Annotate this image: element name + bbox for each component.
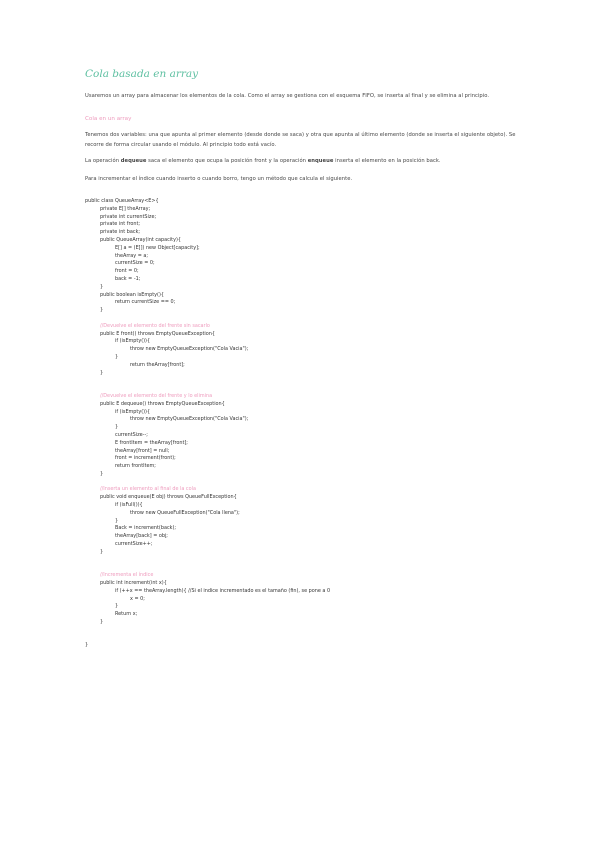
code-line: currentSize--;: [115, 431, 148, 438]
code-line: public int increment(int x){: [100, 580, 167, 587]
code-line: theArray = a;: [115, 252, 149, 259]
code-line: private int currentSize;: [100, 213, 157, 220]
operations-text-pre: La operación: [85, 158, 121, 164]
code-line: }: [115, 603, 119, 610]
code-line: [85, 377, 525, 385]
code-block: [85, 198, 525, 650]
code-line: if (isEmpty()){: [115, 408, 151, 415]
code-line: }: [100, 548, 104, 555]
page-title: Cola basada en array: [85, 68, 199, 80]
code-line: private E[] theArray;: [100, 205, 151, 212]
code-line: [85, 627, 525, 635]
code-line: private int back;: [100, 229, 141, 236]
code-line: return currentSize == 0;: [115, 299, 176, 306]
code-line: E frontItem = theArray[front];: [115, 439, 188, 446]
code-line: [85, 557, 525, 565]
operations-text-post: inserta el elemento en la posición back.: [333, 158, 441, 164]
code-line: if (isFull()){: [115, 502, 143, 509]
code-line: [85, 635, 525, 643]
code-line: }: [100, 619, 104, 626]
code-line: }: [115, 424, 119, 431]
code-line: }: [100, 283, 104, 290]
code-line: }: [100, 307, 104, 314]
code-line: throw new EmptyQueueException("Cola Vacia");: [130, 346, 249, 353]
section-subtitle: Cola en un array: [85, 116, 132, 122]
code-comment-line: //Devuelve el elemento del frente sin sacarlo: [100, 322, 210, 329]
code-line: public void enqueue(E obj) throws QueueFullException{: [100, 494, 237, 501]
code-line: }: [85, 642, 89, 649]
code-line: if (++x == theArray.length){ //Si el indice incrementado es el tamaño (fin), se pone a 0: [115, 587, 331, 594]
code-line: E[] a = (E[]) new Object[capacity];: [115, 244, 200, 251]
increment-paragraph: Para incrementar el índice cuando inserto o cuando borro, tengo un método que calcula el siguiente.: [85, 176, 353, 182]
code-comment-line: //Incrementa el índice: [100, 572, 154, 579]
code-line: Back = increment(back);: [115, 525, 177, 532]
code-line: front = 0;: [115, 268, 139, 275]
code-line: theArray[back] = obj;: [115, 533, 168, 540]
code-line: return frontItem;: [115, 463, 156, 470]
code-line: }: [100, 369, 104, 376]
code-line: [85, 479, 525, 487]
variables-paragraph: Tenemos dos variables: una que apunta al primer elemento (desde donde se saca) y otra que apunta al último elemento (donde se inserta el siguiente objeto). Se recorre de forma circular usando el módulo. Al principio todo está vacío.: [85, 132, 516, 148]
code-line: }: [100, 470, 104, 477]
code-line: throw new QueueFullException("Cola llena");: [130, 509, 240, 516]
enqueue-keyword: enqueue: [307, 158, 334, 164]
code-line: [85, 385, 525, 393]
operations-paragraph: [85, 157, 521, 167]
code-line: private int front;: [100, 221, 141, 228]
operations-text-mid: saca el elemento que ocupa la posición front y la operación: [146, 158, 308, 164]
code-line: front = increment(front);: [115, 455, 176, 462]
code-line: Return x;: [115, 611, 138, 618]
intro-paragraph: Usaremos un array para almacenar los elementos de la cola. Como el array se gestiona con el esquema FIFO, se inserta al final y se elimina al principio.: [85, 93, 490, 99]
code-line: public E front() throws EmptyQueueException{: [100, 330, 215, 337]
code-comment-line: //Inserta un elemento al final de la cola: [100, 486, 196, 493]
code-line: theArray[front] = null;: [115, 447, 170, 454]
code-line: public E dequeue() throws EmptyQueueException{: [100, 400, 225, 407]
code-line: }: [115, 353, 119, 360]
code-line: public class QueueArray<E>{: [85, 198, 159, 204]
code-line: return theArray[front];: [130, 361, 185, 368]
code-line: throw new EmptyQueueException("Cola Vacia");: [130, 416, 249, 423]
code-line: currentSize++;: [115, 541, 153, 548]
code-line: [85, 315, 525, 323]
code-line: currentSize = 0;: [115, 260, 155, 267]
code-line: x = 0;: [130, 595, 145, 602]
code-line: back = -1;: [115, 275, 141, 282]
code-line: }: [115, 517, 119, 524]
dequeue-keyword: dequeue: [120, 158, 147, 164]
code-line: if (isEmpty()){: [115, 338, 151, 345]
code-line: public boolean isEmpty(){: [100, 291, 164, 298]
code-comment-line: //Devuelve el elemento del frente y lo elimina: [100, 392, 213, 399]
code-line: public QueueArray(int capacity){: [100, 236, 182, 243]
